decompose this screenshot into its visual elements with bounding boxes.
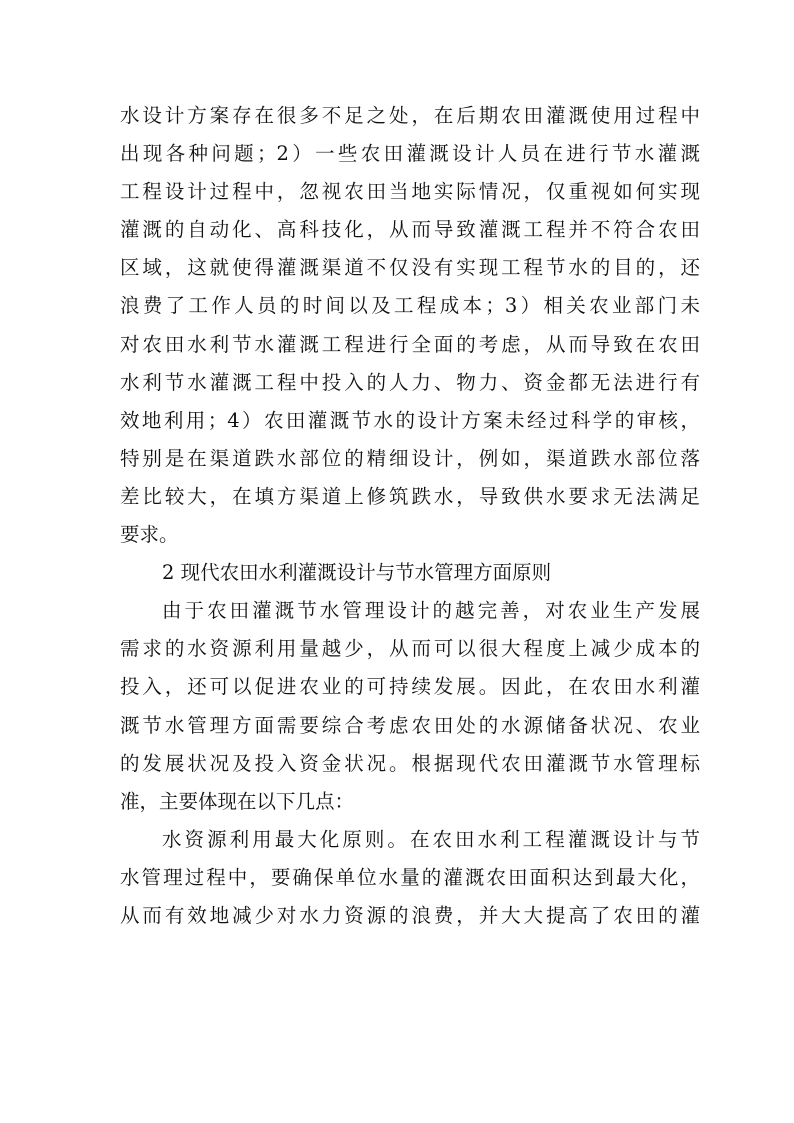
text-line: 的发展状况及投入资金状况。根据现代农田灌溉节水管理标 (120, 751, 700, 775)
text-line: 对农田水利节水灌溉工程进行全面的考虑，从而导致在农田 (120, 332, 700, 356)
text-line: 灌溉的自动化、高科技化，从而导致灌溉工程并不符合农田 (120, 218, 700, 242)
text-line: 水管理过程中，要确保单位水量的灌溉农田面积达到最大化， (120, 865, 700, 889)
text-line: 水资源利用最大化原则。在农田水利工程灌溉设计与节 (162, 827, 700, 851)
text-line: 工程设计过程中，忽视农田当地实际情况，仅重视如何实现 (120, 180, 700, 204)
text-line: 效地利用；4）农田灌溉节水的设计方案未经过科学的审核， (120, 408, 700, 432)
text-line: 要求。 (120, 523, 179, 547)
text-line: 出现各种问题；2）一些农田灌溉设计人员在进行节水灌溉 (120, 142, 700, 166)
text-line: 由于农田灌溉节水管理设计的越完善，对农业生产发展 (162, 599, 700, 623)
text-line: 准，主要体现在以下几点： (120, 789, 355, 813)
text-line: 水设计方案存在很多不足之处，在后期农田灌溉使用过程中 (120, 104, 700, 127)
text-line: 特别是在渠道跌水部位的精细设计，例如，渠道跌水部位落 (120, 446, 700, 470)
text-line: 差比较大，在填方渠道上修筑跌水，导致供水要求无法满足 (120, 484, 700, 508)
text-line: 从而有效地减少对水力资源的浪费，并大大提高了农田的灌 (120, 903, 700, 927)
text-line: 溉节水管理方面需要综合考虑农田处的水源储备状况、农业 (120, 713, 700, 737)
text-line: 需求的水资源利用量越少，从而可以很大程度上减少成本的 (120, 637, 700, 661)
body-text (120, 97, 700, 935)
text-line: 投入，还可以促进农业的可持续发展。因此，在农田水利灌 (120, 675, 700, 699)
text-line: 水利节水灌溉工程中投入的人力、物力、资金都无法进行有 (120, 370, 700, 394)
text-line: 区域，这就使得灌溉渠道不仅没有实现工程节水的目的，还 (120, 256, 700, 280)
text-line: 浪费了工作人员的时间以及工程成本；3）相关农业部门未 (120, 294, 700, 318)
section-heading: 2 现代农田水利灌溉设计与节水管理方面原则 (162, 561, 552, 585)
